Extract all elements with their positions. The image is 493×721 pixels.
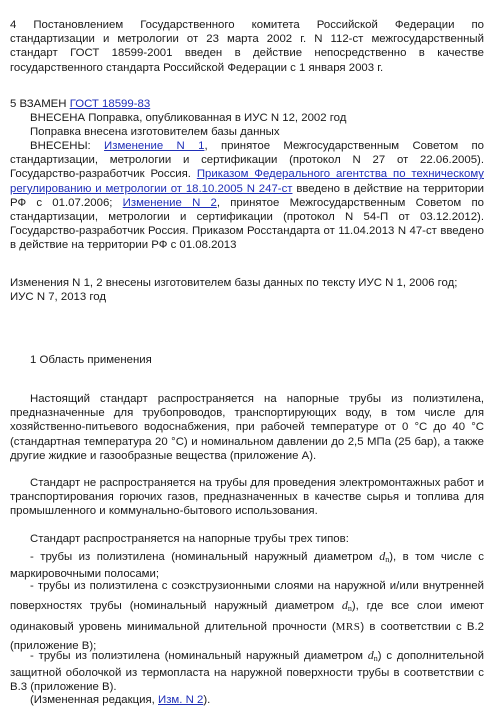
edited-note-text: (Измененная редакция, <box>30 694 159 706</box>
dn-main: d <box>379 549 386 563</box>
nominal-diameter-symbol <box>368 648 378 662</box>
pipe-type-3-text: - трубы из полиэтилена (номинальный наружный диаметром <box>30 650 368 662</box>
change-2-link[interactable]: Изменение N 2 <box>122 196 217 209</box>
pipe-type-2-text: - трубы из полиэтилена с соэкструзионными слоями на наружной и/или внутренней поверхностях трубы (номинальный наружный диаметром <box>10 580 484 612</box>
pipe-type-2-mid: ), где все слои имеют одинаковый уровень минимальной длительной прочности ( <box>10 600 484 633</box>
standard-adoption-paragraph: 4 Постановлением Государственного комитета Российской Федерации по стандартизации и метрологии от 23 марта 2002 г. N 112-ст межгосударственный стандарт ГОСТ 18599-2001 введен в действие непосредственно в качестве государственного стандарта Российской Федерации с 1 января 2003 г. <box>10 19 484 74</box>
changes-introduced-label: ВНЕСЕНЫ: <box>30 140 105 152</box>
nominal-diameter-symbol <box>342 598 352 612</box>
changes-database-note: Изменения N 1, 2 внесены изготовителем базы данных по тексту ИУС N 1, 2006 год; ИУС N 7, 2013 год <box>10 277 458 304</box>
changes-introduced-paragraph <box>10 139 484 253</box>
scope-paragraph-1: Настоящий стандарт распространяется на напорные трубы из полиэтилена, предназначенные для трубопроводов, транспортирующих воду, в том числе для хозяйственно-питьевого водоснабжения, при рабочей температуре от 0 °С до 40 °С (стандартная температура 20 °С) и номинальном давлении до 2,5 МПа (25 бар), а также другие жидкие и газообразные вещества (приложение А). <box>10 393 484 462</box>
change-1-link[interactable]: Изменение N 1 <box>104 140 205 152</box>
section-heading: 1 Область применения <box>30 354 152 366</box>
scope-paragraph-2: Стандарт не распространяется на трубы для проведения электромонтажных работ и транспортирования горючих газов, предназначенных в качестве сырья и топлива для промышленного и коммунально-бытового использования. <box>10 477 484 518</box>
pipe-type-1-text: - трубы из полиэтилена (номинальный наружный диаметром <box>30 551 380 563</box>
amendment-published-note: ВНЕСЕНА Поправка, опубликованная в ИУС N 12, 2002 год <box>30 112 347 124</box>
dn-sub: n <box>347 604 352 613</box>
pipe-type-2-tail: ) в соответствии с В.2 (приложение В); <box>10 621 484 652</box>
dn-sub: n <box>373 654 378 663</box>
dn-sub: n <box>385 555 390 564</box>
scope-paragraph-3: Стандарт распространяется на напорные трубы трех типов: <box>30 533 349 545</box>
dn-main: d <box>367 648 374 662</box>
amendment-by-note: Поправка внесена изготовителем базы данных <box>30 126 280 138</box>
nominal-diameter-symbol <box>379 549 389 563</box>
pipe-type-3 <box>10 648 484 695</box>
order-247-link[interactable]: Приказом Федерального агентства по техническому регулированию и метрологии от 18.10.2005 N 247-ст <box>10 168 484 195</box>
pipe-type-3-tail: ) с дополнительной защитной оболочкой из термопласта на наружной поверхности трубы в соответствии с В.3 (приложение В). <box>10 650 484 694</box>
edited-note-tail: ). <box>203 694 211 706</box>
pipe-type-2 <box>10 577 484 656</box>
pipe-type-1-tail: ), в том числе с маркировочными полосами; <box>10 551 485 581</box>
replaces-paragraph <box>10 97 484 111</box>
change-2-short-link[interactable]: Изм. N 2 <box>158 694 204 706</box>
mrs-symbol: MRS <box>335 621 361 633</box>
order-247-text: введено в действие на территории РФ с 01.07.2006; <box>10 182 484 209</box>
gost-18599-83-link[interactable]: ГОСТ 18599-83 <box>69 98 151 110</box>
edited-note <box>30 693 484 707</box>
change-2-text: , принятое Межгосударственным Советом по стандартизации, метрологии и сертификации (протокол N 54-П от 03.12.2012). Государство-разработчик Россия. Приказом Росстандарта от 11.04.2013 N 47-ст введено в действие на территории РФ с 01.08.2013 <box>10 196 484 252</box>
dn-main: d <box>341 598 348 612</box>
replaces-label: 5 ВЗАМЕН <box>10 98 70 110</box>
change-1-text: , принятое Межгосударственным Советом по стандартизации, метрологии и сертификации (протокол N 27 от 22.06.2005). Государство-разработчик Россия. <box>10 140 484 181</box>
